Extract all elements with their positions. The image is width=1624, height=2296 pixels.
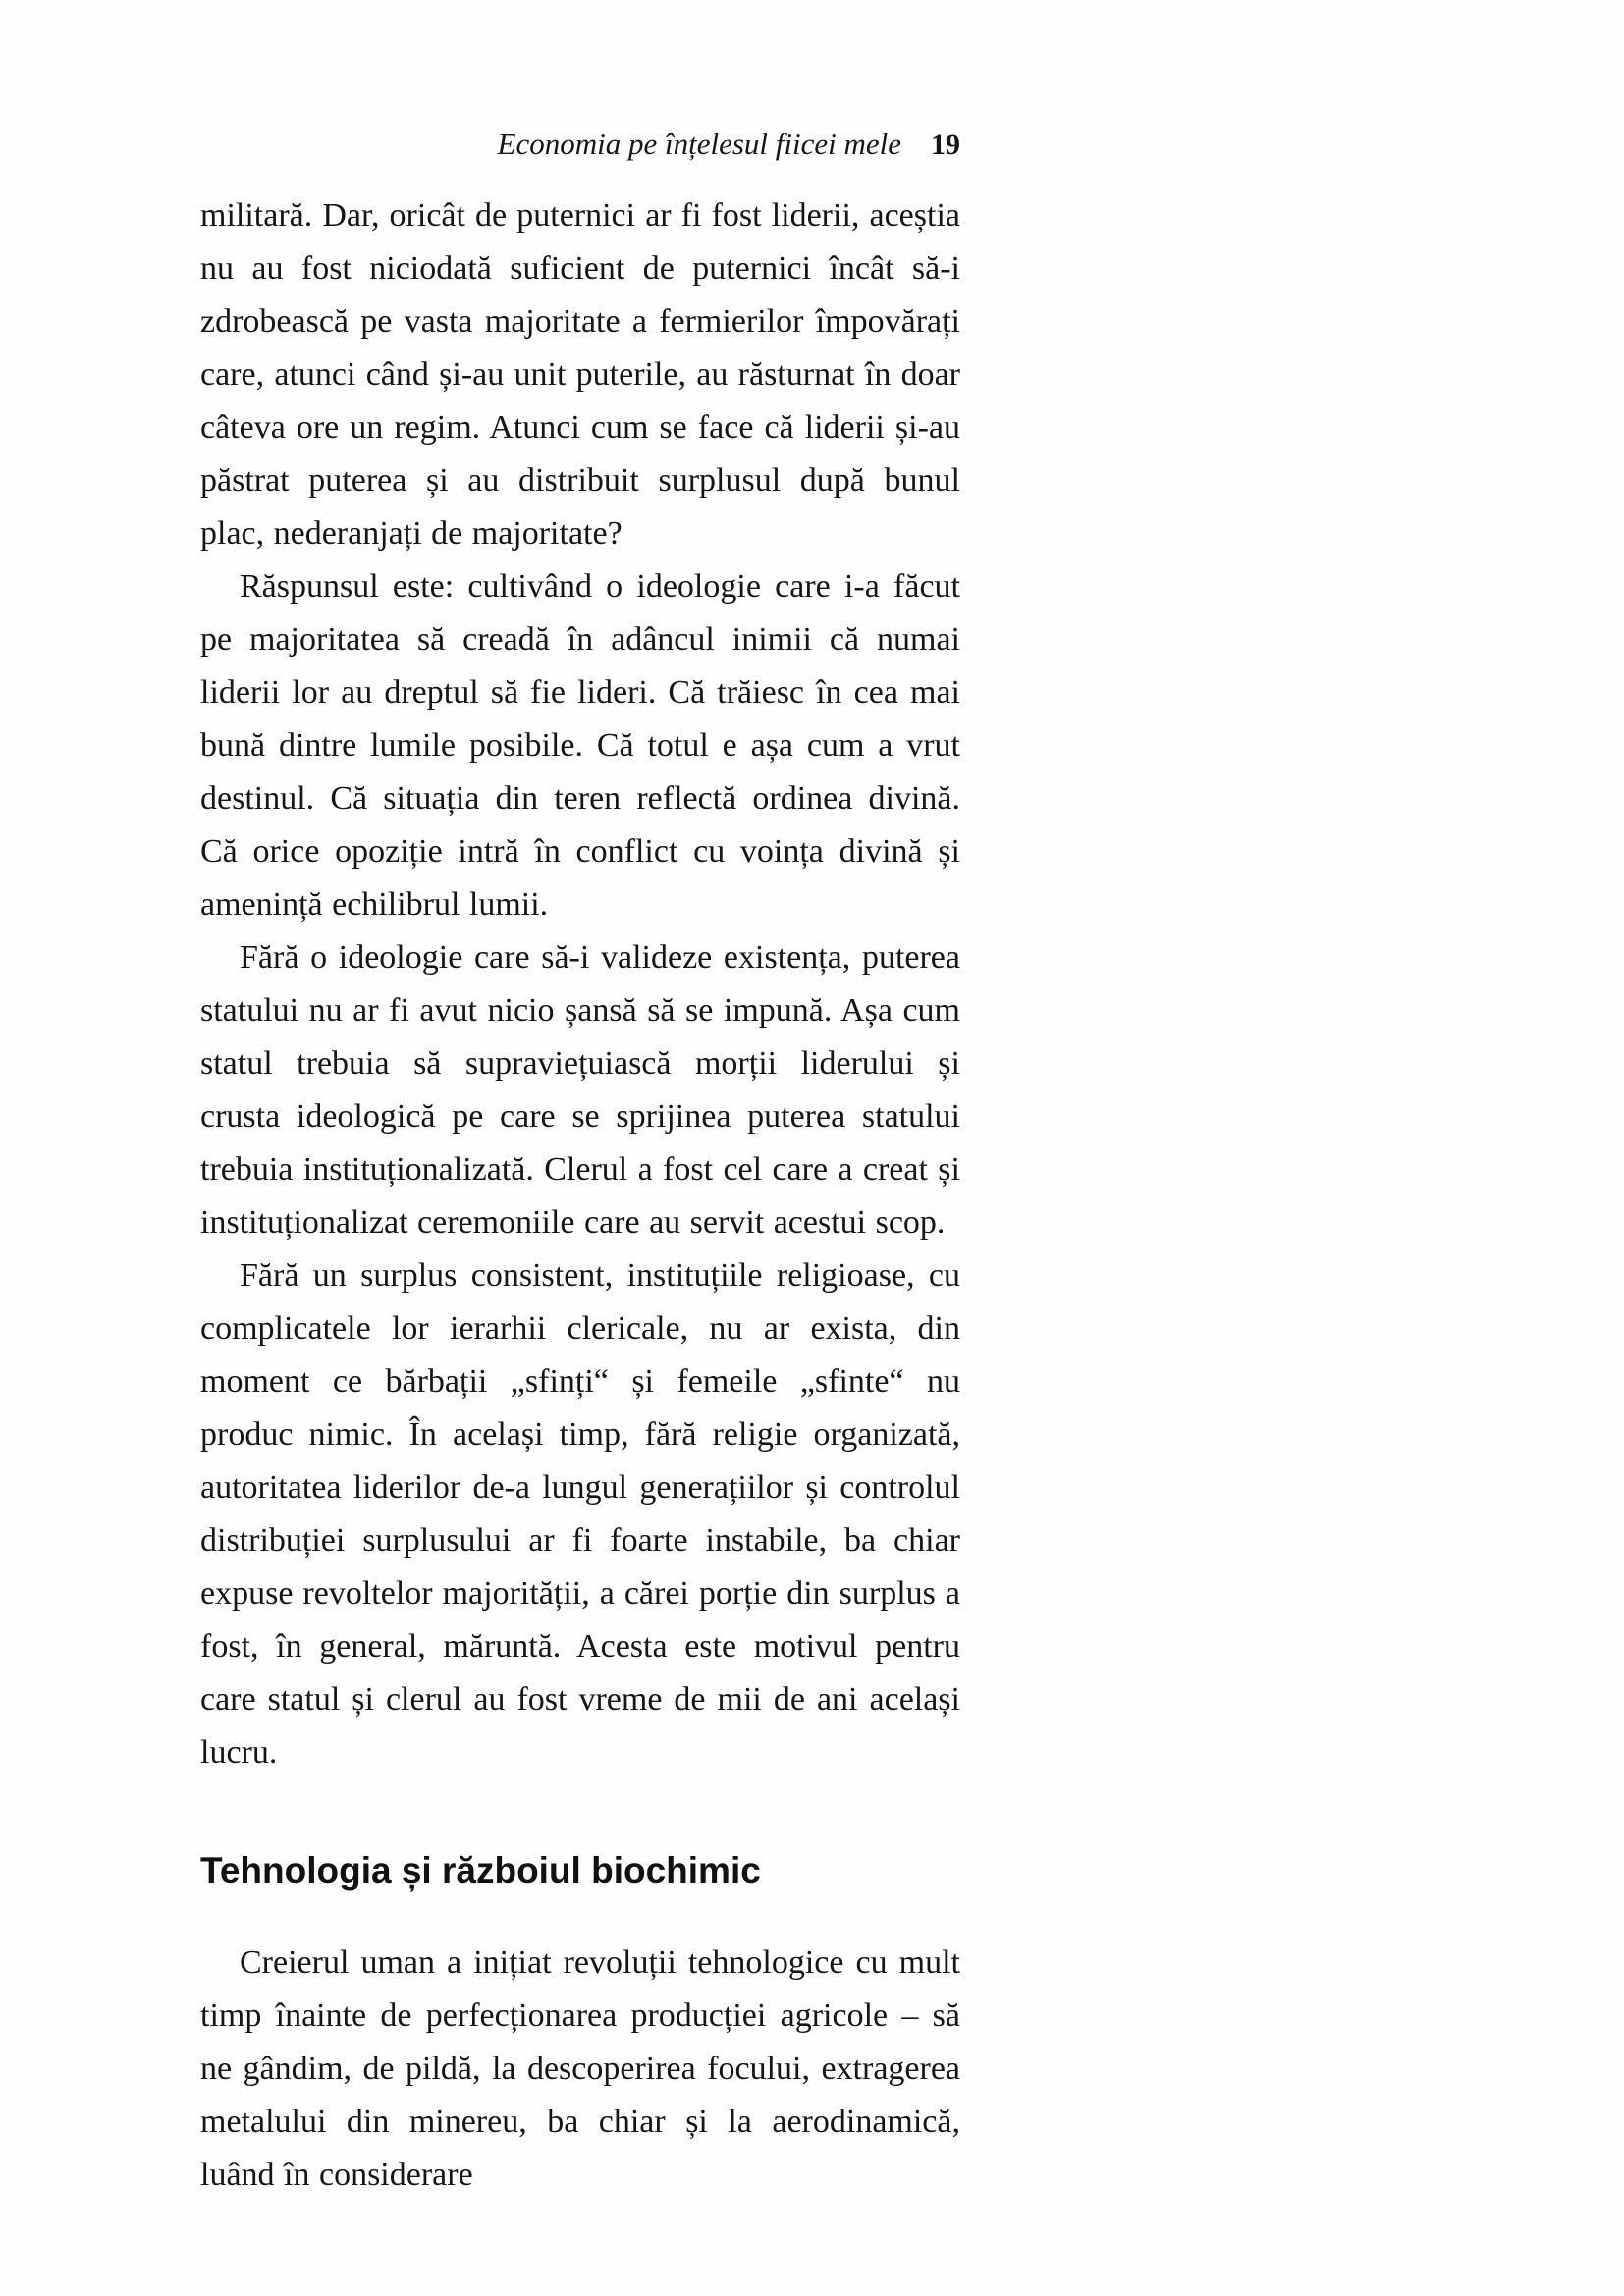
paragraph: Răspunsul este: cultivând o ideologie care i-a făcut pe majoritatea să creadă în adâncul inimii că numai liderii lor au dreptul să fie lideri. Că trăiesc în cea mai bună dintre lumile posibile. Că totul e așa cum a vrut destinul. Că situația din teren reflectă ordinea divină. Că orice opoziție intră în conflict cu voința divină și amenință echilibrul lumii. <box>200 568 960 923</box>
running-head <box>200 126 960 164</box>
page-content <box>200 126 960 2202</box>
page-number: 19 <box>931 129 960 161</box>
running-title: Economia pe înțelesul fiicei mele <box>497 127 901 161</box>
paragraph: Fără un surplus consistent, instituțiile religioase, cu complicatele lor ierarhii clericale, nu ar exista, din moment ce bărbații „sfinți“ și femeile „sfinte“ nu produc nimic. În același timp, fără religie organizată, autoritatea liderilor de-a lungul generațiilor și controlul distribuției surplusului ar fi foarte instabile, ba chiar expuse revoltelor majorității, a cărei porție din surplus a fost, în general, măruntă. Acesta este motivul pentru care statul și clerul au fost vreme de mii de ani același lucru. <box>200 1257 960 1771</box>
paragraph: militară. Dar, oricât de puternici ar fi fost liderii, aceștia nu au fost niciodată suficient de puternici încât să-i zdrobească pe vasta majoritate a fermierilor împovărați care, atunci când și-au unit puterile, au răsturnat în doar câteva ore un regim. Atunci cum se face că liderii și-au păstrat puterea și au distribuit surplusul după bunul plac, nederanjați de majoritate? <box>200 197 960 552</box>
section-heading: Tehnologia și războiul biochimic <box>200 1850 761 1891</box>
paragraph: Creierul uman a inițiat revoluții tehnologice cu mult timp înainte de perfecționarea producției agricole – să ne gândim, de pildă, la descoperirea focului, extragerea metalului din minereu, ba chiar și la aerodinamică, luând în considerare <box>200 1945 960 2193</box>
body-text <box>200 189 960 2202</box>
paragraph: Fără o ideologie care să-i valideze existența, puterea statului nu ar fi avut nicio șansă să se impună. Așa cum statul trebuia să supraviețuiască morții liderului și crusta ideologică pe care se sprijinea puterea statului trebuia instituționalizată. Clerul a fost cel care a creat și instituționalizat ceremoniile care au servit acestui scop. <box>200 939 960 1241</box>
